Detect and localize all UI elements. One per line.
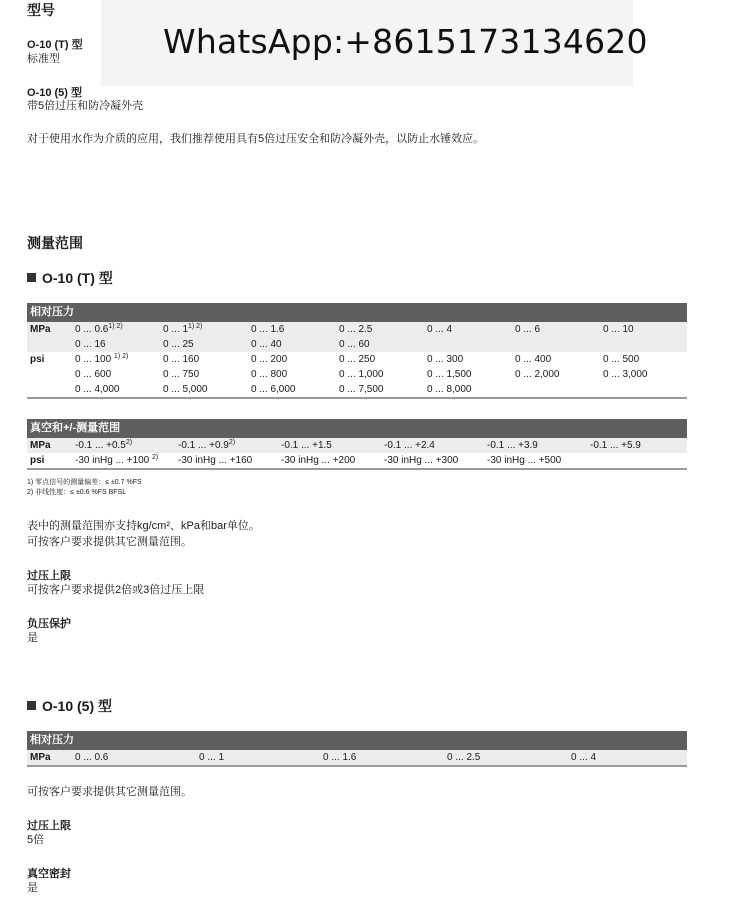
table-cell: -30 inHg ... +160 xyxy=(178,455,253,466)
unit-label: MPa xyxy=(27,750,75,766)
table-cell: -0.1 ... +0.9 xyxy=(178,440,229,451)
table-row xyxy=(27,337,687,352)
table-cell: 0 ... 4,000 xyxy=(75,384,120,395)
t-vacuum-table xyxy=(27,419,687,470)
vacuum-seal-title: 真空密封 xyxy=(27,868,71,880)
five-overpressure-text: 5倍 xyxy=(27,834,45,846)
negative-text: 是 xyxy=(27,632,38,644)
table-cell: -30 inHg ... +300 xyxy=(384,455,459,466)
watermark-text: WhatsApp:+8615173134620 xyxy=(163,22,648,61)
t-relative-table xyxy=(27,303,687,399)
unit-label: MPa xyxy=(27,438,75,453)
t-section-title xyxy=(27,268,113,288)
square-bullet-icon xyxy=(27,273,36,282)
model-5-name: O-10 (5) 型 xyxy=(27,87,83,99)
model-5-desc: 带5倍过压和防冷凝外壳 xyxy=(27,100,144,112)
overpressure-title: 过压上限 xyxy=(27,570,71,582)
unit-label: MPa xyxy=(27,322,75,337)
custom-range-note: 可按客户要求提供其它测量范围。 xyxy=(27,536,192,548)
table-cell: 0 ... 400 xyxy=(515,354,552,365)
unit-label: psi xyxy=(30,455,45,466)
footnote-ref: 2) xyxy=(125,439,133,446)
table-cell: 0 ... 200 xyxy=(251,354,288,365)
table-cell: 0 ... 1 xyxy=(199,750,323,766)
footnote-ref: 1) 2) xyxy=(108,323,123,330)
footnote-1: 1) 零点信号的测量偏差：≤ ±0.7 %FS xyxy=(27,479,142,486)
table-cell: 0 ... 2,000 xyxy=(515,369,560,380)
footnote-2: 2) 非线性度：≤ ±0.6 %FS BFSL xyxy=(27,489,127,496)
unit-label: psi xyxy=(30,354,45,365)
table-cell: -0.1 ... +2.4 xyxy=(384,438,487,453)
table-row xyxy=(27,352,687,367)
table-cell: 0 ... 800 xyxy=(251,369,288,380)
table-cell: 0 ... 0.6 xyxy=(75,750,199,766)
five-relative-grid xyxy=(27,750,687,767)
table-cell: 0 ... 8,000 xyxy=(427,384,472,395)
table-row xyxy=(27,322,687,337)
table-cell: 0 ... 25 xyxy=(163,337,251,352)
table-cell: 0 ... 0.6 xyxy=(75,324,109,335)
table-cell: 0 ... 300 xyxy=(427,354,464,365)
footnote-ref: 2) xyxy=(228,439,236,446)
table-cell: -0.1 ... +0.5 xyxy=(75,440,126,451)
table-cell: 0 ... 500 xyxy=(603,354,640,365)
table-row xyxy=(27,750,687,766)
five-relative-header: 相对压力 xyxy=(27,731,687,750)
table-cell: 0 ... 40 xyxy=(251,337,339,352)
table-cell: 0 ... 6,000 xyxy=(251,384,296,395)
five-overpressure-title: 过压上限 xyxy=(27,820,71,832)
five-custom-range-note: 可按客户要求提供其它测量范围。 xyxy=(27,786,192,798)
units-note: 表中的测量范围亦支持kg/cm²、kPa和bar单位。 xyxy=(27,520,260,532)
table-cell: -0.1 ... +1.5 xyxy=(281,438,384,453)
table-cell: 0 ... 2.5 xyxy=(339,322,427,337)
range-heading: 测量范围 xyxy=(27,235,83,251)
model-t-desc: 标准型 xyxy=(27,53,60,65)
vacuum-seal-text: 是 xyxy=(27,882,38,894)
table-cell: -30 inHg ... +200 xyxy=(281,455,356,466)
table-cell: 0 ... 1.6 xyxy=(323,750,447,766)
footnote-ref: 1) 2) xyxy=(188,323,203,330)
table-cell: 0 ... 4 xyxy=(571,750,687,766)
t-relative-header: 相对压力 xyxy=(27,303,687,322)
watermark-banner xyxy=(101,0,648,86)
table-cell: 0 ... 10 xyxy=(603,322,687,337)
table-cell: 0 ... 16 xyxy=(75,337,163,352)
footnote-ref: 1) 2) xyxy=(113,353,129,360)
table-row xyxy=(27,453,687,469)
negative-title: 负压保护 xyxy=(27,618,71,630)
table-row xyxy=(27,382,687,398)
table-cell: 0 ... 2.5 xyxy=(447,750,571,766)
model-heading: 型号 xyxy=(27,2,55,18)
table-cell: -0.1 ... +5.9 xyxy=(590,438,687,453)
table-cell: -30 inHg ... +100 xyxy=(75,455,150,466)
square-bullet-icon xyxy=(27,701,36,710)
table-row xyxy=(27,367,687,382)
table-cell: 0 ... 1 xyxy=(163,324,189,335)
table-cell: 0 ... 6 xyxy=(515,322,603,337)
t-relative-grid xyxy=(27,322,687,399)
table-cell: 0 ... 1.6 xyxy=(251,322,339,337)
table-cell: 0 ... 7,500 xyxy=(339,384,384,395)
table-cell: 0 ... 160 xyxy=(163,354,200,365)
t-vacuum-header: 真空和+/-测量范围 xyxy=(27,419,687,438)
table-cell: -30 inHg ... +500 xyxy=(487,455,562,466)
table-cell: 0 ... 5,000 xyxy=(163,384,208,395)
table-cell: 0 ... 3,000 xyxy=(603,369,648,380)
table-row xyxy=(27,438,687,453)
table-cell: 0 ... 750 xyxy=(163,369,200,380)
t-vacuum-grid xyxy=(27,438,687,470)
five-section-title-text: O-10 (5) 型 xyxy=(42,698,113,714)
model-t-name: O-10 (T) 型 xyxy=(27,39,83,51)
table-cell: 0 ... 4 xyxy=(427,322,515,337)
t-section-title-text: O-10 (T) 型 xyxy=(42,270,113,286)
table-cell: 0 ... 100 xyxy=(75,354,112,365)
footnote-ref: 2) xyxy=(152,454,159,461)
table-cell: 0 ... 250 xyxy=(339,354,376,365)
five-relative-table xyxy=(27,731,687,767)
table-cell: 0 ... 1,000 xyxy=(339,369,384,380)
table-cell: 0 ... 600 xyxy=(75,369,112,380)
table-cell: 0 ... 1,500 xyxy=(427,369,472,380)
water-note: 对于使用水作为介质的应用，我们推荐使用具有5倍过压安全和防冷凝外壳，以防止水锤效应。 xyxy=(27,133,485,145)
five-section-title xyxy=(27,696,112,716)
table-cell: -0.1 ... +3.9 xyxy=(487,438,590,453)
overpressure-text: 可按客户要求提供2倍或3倍过压上限 xyxy=(27,584,205,596)
table-cell: 0 ... 60 xyxy=(339,337,427,352)
